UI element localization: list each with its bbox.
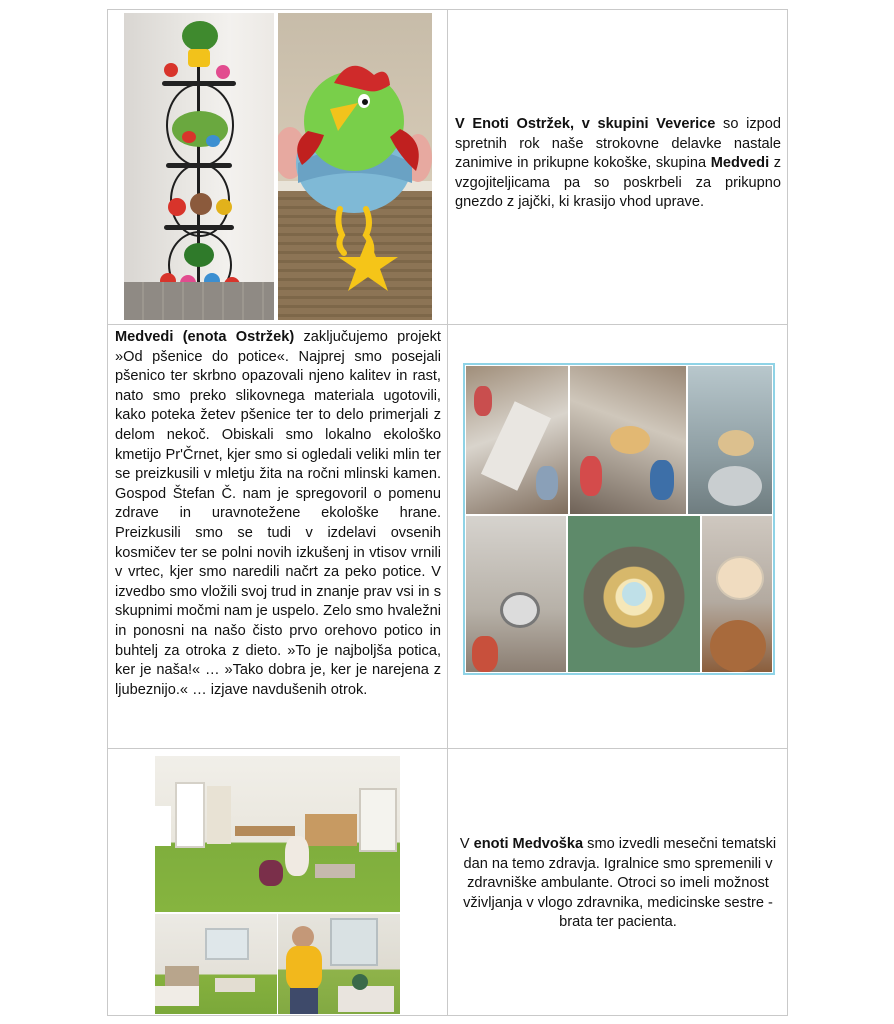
baking-collage-photo — [463, 363, 775, 675]
bold-text: V Enoti Ostržek, v skupini Veverice — [455, 116, 716, 132]
content-table — [107, 9, 788, 1016]
bold-text: Medvedi (enota Ostržek) — [115, 329, 295, 345]
text-cell — [448, 10, 787, 324]
text-cell — [108, 325, 448, 748]
doctor-play-photo — [278, 914, 400, 1014]
clinic-room-photo — [155, 914, 277, 1014]
playroom-photo — [155, 756, 400, 912]
bold-text: enoti Medvoška — [473, 836, 584, 852]
table-row — [108, 749, 787, 1015]
bold-text: Medvedi — [710, 155, 770, 172]
chicken-toy-photo — [278, 13, 432, 320]
text-cell — [448, 749, 787, 1015]
paragraph-veverice: V Enoti Ostržek, v skupini Veverice so izpod spretnih rok naše strokovne delavke nastale zanimive in prikupne kokoške, skupina Medvedi z vzgojiteljicama pa so poskrbeli za prikupno gnezdo z jajčki, ki krasijo vhod uprave. — [455, 116, 782, 211]
table-row — [108, 10, 787, 325]
paragraph-medvedi: Medvedi (enota Ostržek) zaključujemo projekt »Od pšenice do potice«. Najprej smo posejali pšenico ter skrbno opazovali njeno kalitev in rast, nato smo preko slikovnega materiala ugotovili, kako poteka žetev pšenice ter to delo primerjali z delom nekoč. Obiskali smo lokalno ekološko kmetijo Pr'Črnet, kjer smo si ogledali veliki mlin ter se preizkusili v mletju žita na ročni mlinski kamen. Gospod Štefan Č. nam je spregovoril o pomenu zdrave in uravnotežene ekološke hrane. Preizkusili smo se tudi v izdelavi ovsenih kosmičev ter se polni novih izkušenj in vtisov vrnili v vrtec, kjer smo naredili načrt za peko potice. V izvedbo smo vložili svoj trud in znanje prav vsi in s skupnimi močmi nam je uspelo. Zelo smo hvaležni in ponosni na našo čisto prvo orehovo potico in buhtelj za otroka z dieto. »To je najboljša potica, ker je naša!« … »Tako dobra je, ker je narejena z ljubeznijo.« … izjave navdušenih otrok. — [115, 329, 441, 698]
photo-cell — [108, 10, 448, 324]
plant-stand-photo — [124, 13, 274, 320]
paragraph-medvoska: V enoti Medvoška smo izvedli mesečni tematski dan na temo zdravja. Igralnice smo spremenili v zdravniške ambulante. Otroci so imeli možnost vživljanja v vlogo zdravnika, medicinske sestre - brata ter pacienta. — [459, 836, 777, 931]
photo-cell — [448, 325, 787, 748]
photo-cell — [108, 749, 448, 1015]
table-row — [108, 325, 787, 749]
